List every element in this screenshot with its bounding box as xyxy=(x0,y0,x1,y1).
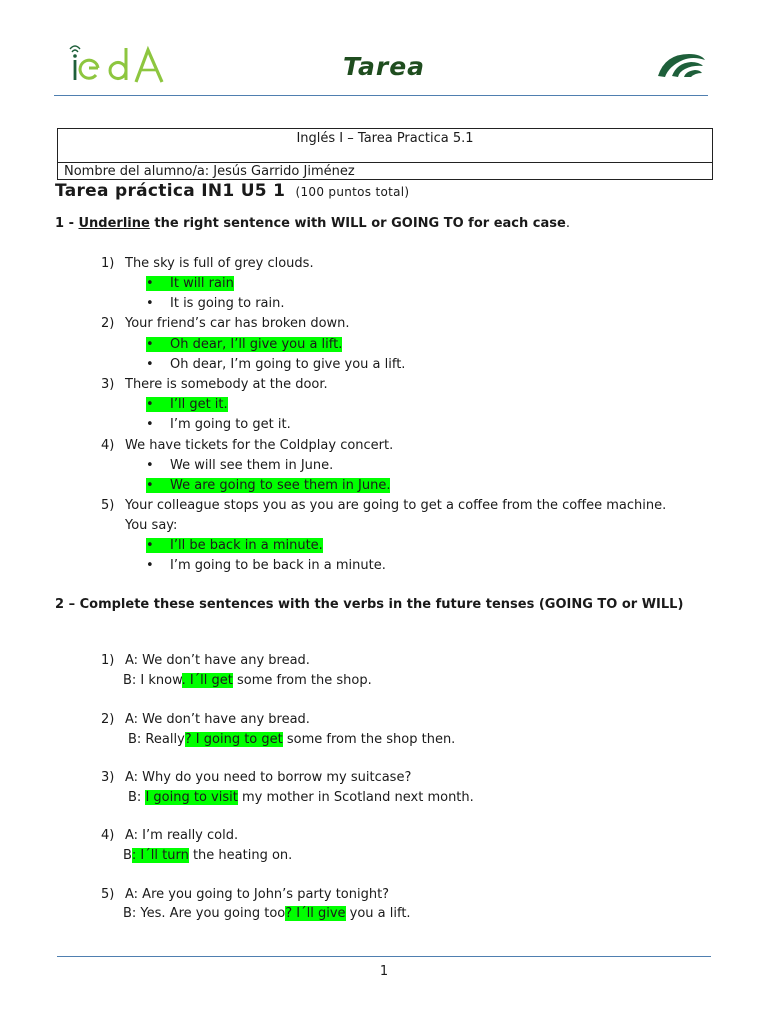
s2-question-5 xyxy=(101,887,389,902)
s1-option-text: Oh dear, I’ll give you a lift. xyxy=(170,337,343,352)
footer-divider xyxy=(57,956,711,957)
s1-option-2b xyxy=(146,357,405,372)
s2-question-4 xyxy=(101,828,238,843)
s1-option-2a xyxy=(146,337,342,352)
s1-option-1b xyxy=(146,296,285,311)
s1-option-5a xyxy=(146,538,323,553)
s1-option-5b xyxy=(146,558,386,573)
s2-question-3 xyxy=(101,770,411,785)
bullet-icon: • xyxy=(146,417,154,432)
s2-b-post: the heating on. xyxy=(188,848,293,863)
s2-answer-4 xyxy=(123,848,292,863)
s1-option-text: We will see them in June. xyxy=(170,458,334,473)
s1-option-text: It will rain xyxy=(170,276,234,291)
bullet-icon: • xyxy=(146,458,154,473)
s2-b-post: you a lift. xyxy=(345,906,411,921)
s2-b-post: some from the shop. xyxy=(232,673,372,688)
s2-line-a: A: Are you going to John’s party tonight? xyxy=(125,887,390,902)
s2-line-a: A: We don’t have any bread. xyxy=(125,653,310,668)
s1-text-5: Your colleague stops you as you are going to get a coffee from the coffee machine. xyxy=(125,498,667,513)
s2-answer-1 xyxy=(123,673,372,688)
s1-num-5: 5) xyxy=(101,498,115,513)
bullet-icon: • xyxy=(146,296,154,311)
s2-answer-highlight: ? I going to get xyxy=(184,732,283,747)
task-points: (100 puntos total) xyxy=(295,185,410,199)
s2-num-1: 1) xyxy=(101,653,115,668)
s1-question-4 xyxy=(101,438,393,453)
s1-question-5-cont: You say: xyxy=(125,518,178,533)
s1-text-2: Your friend’s car has broken down. xyxy=(125,316,350,331)
bullet-icon: • xyxy=(146,397,154,412)
s1-option-text: Oh dear, I’m going to give you a lift. xyxy=(170,357,406,372)
s1-option-text: I’m going to get it. xyxy=(170,417,291,432)
s1-num-2: 2) xyxy=(101,316,115,331)
section1-prefix: 1 - xyxy=(55,216,79,231)
s1-option-text: I’ll get it. xyxy=(170,397,228,412)
s2-answer-highlight: ? I´ll give xyxy=(285,906,346,921)
bullet-icon: • xyxy=(146,337,154,352)
s2-line-a: A: I’m really cold. xyxy=(125,828,239,843)
s1-text-1: The sky is full of grey clouds. xyxy=(125,256,314,271)
s1-question-3 xyxy=(101,377,328,392)
section1-heading xyxy=(55,216,570,231)
course-info-table xyxy=(57,128,713,180)
section1-keyword: Underline xyxy=(78,216,150,231)
s1-text-4: We have tickets for the Coldplay concert. xyxy=(125,438,394,453)
s1-option-text: I’ll be back in a minute. xyxy=(170,538,323,553)
s1-option-4b xyxy=(146,478,390,493)
s2-answer-highlight: : I´ll turn xyxy=(131,848,189,863)
s2-line-a: A: Why do you need to borrow my suitcase? xyxy=(125,770,412,785)
page-number: 1 xyxy=(379,964,389,979)
section1-end: . xyxy=(565,216,570,231)
s2-num-4: 4) xyxy=(101,828,115,843)
s2-answer-2 xyxy=(128,732,455,747)
bullet-icon: • xyxy=(146,478,154,493)
junta-andalucia-logo xyxy=(655,50,707,80)
s2-num-5: 5) xyxy=(101,887,115,902)
s1-option-1a xyxy=(146,276,234,291)
s1-num-3: 3) xyxy=(101,377,115,392)
document-title: Tarea xyxy=(342,52,426,81)
s1-question-5 xyxy=(101,498,666,513)
s2-b-post: some from the shop then. xyxy=(282,732,456,747)
bullet-icon: • xyxy=(146,558,154,573)
s1-num-1: 1) xyxy=(101,256,115,271)
s1-option-text: I’m going to be back in a minute. xyxy=(170,558,386,573)
bullet-icon: • xyxy=(146,276,154,291)
s1-question-1 xyxy=(101,256,314,271)
s2-b-post: my mother in Scotland next month. xyxy=(237,790,474,805)
s2-num-3: 3) xyxy=(101,770,115,785)
task-heading xyxy=(55,181,409,201)
s2-question-2 xyxy=(101,712,310,727)
s2-question-1 xyxy=(101,653,310,668)
s2-b-pre: B: xyxy=(128,790,146,805)
s1-question-2 xyxy=(101,316,350,331)
s2-answer-highlight: I going to visit xyxy=(145,790,238,805)
s1-option-text: It is going to rain. xyxy=(170,296,285,311)
s2-answer-3 xyxy=(128,790,474,805)
header-divider xyxy=(54,95,708,96)
s1-option-3a xyxy=(146,397,228,412)
s2-b-pre: B xyxy=(123,848,132,863)
course-title: Inglés I – Tarea Practica 5.1 xyxy=(58,129,712,163)
s2-num-2: 2) xyxy=(101,712,115,727)
s1-text-3: There is somebody at the door. xyxy=(125,377,328,392)
s2-b-pre: B: I know xyxy=(123,673,182,688)
section2-heading: 2 – Complete these sentences with the verbs in the future tenses (GOING TO or WILL) xyxy=(55,597,684,612)
bullet-icon: • xyxy=(146,357,154,372)
s2-answer-highlight: . I´ll get xyxy=(181,673,233,688)
s2-line-a: A: We don’t have any bread. xyxy=(125,712,310,727)
bullet-icon: • xyxy=(146,538,154,553)
student-name: Nombre del alumno/a: Jesús Garrido Jiménez xyxy=(64,164,355,179)
s2-b-pre: B: Yes. Are you going too xyxy=(123,906,286,921)
s2-answer-5 xyxy=(123,906,411,921)
s2-b-pre: B: Really xyxy=(128,732,185,747)
s1-option-4a xyxy=(146,458,333,473)
task-title-text: Tarea práctica IN1 U5 1 xyxy=(55,181,286,201)
s1-option-3b xyxy=(146,417,291,432)
section1-rest: the right sentence with WILL or GOING TO for each case xyxy=(149,216,566,231)
s1-option-text: We are going to see them in June. xyxy=(170,478,391,493)
s1-num-4: 4) xyxy=(101,438,115,453)
